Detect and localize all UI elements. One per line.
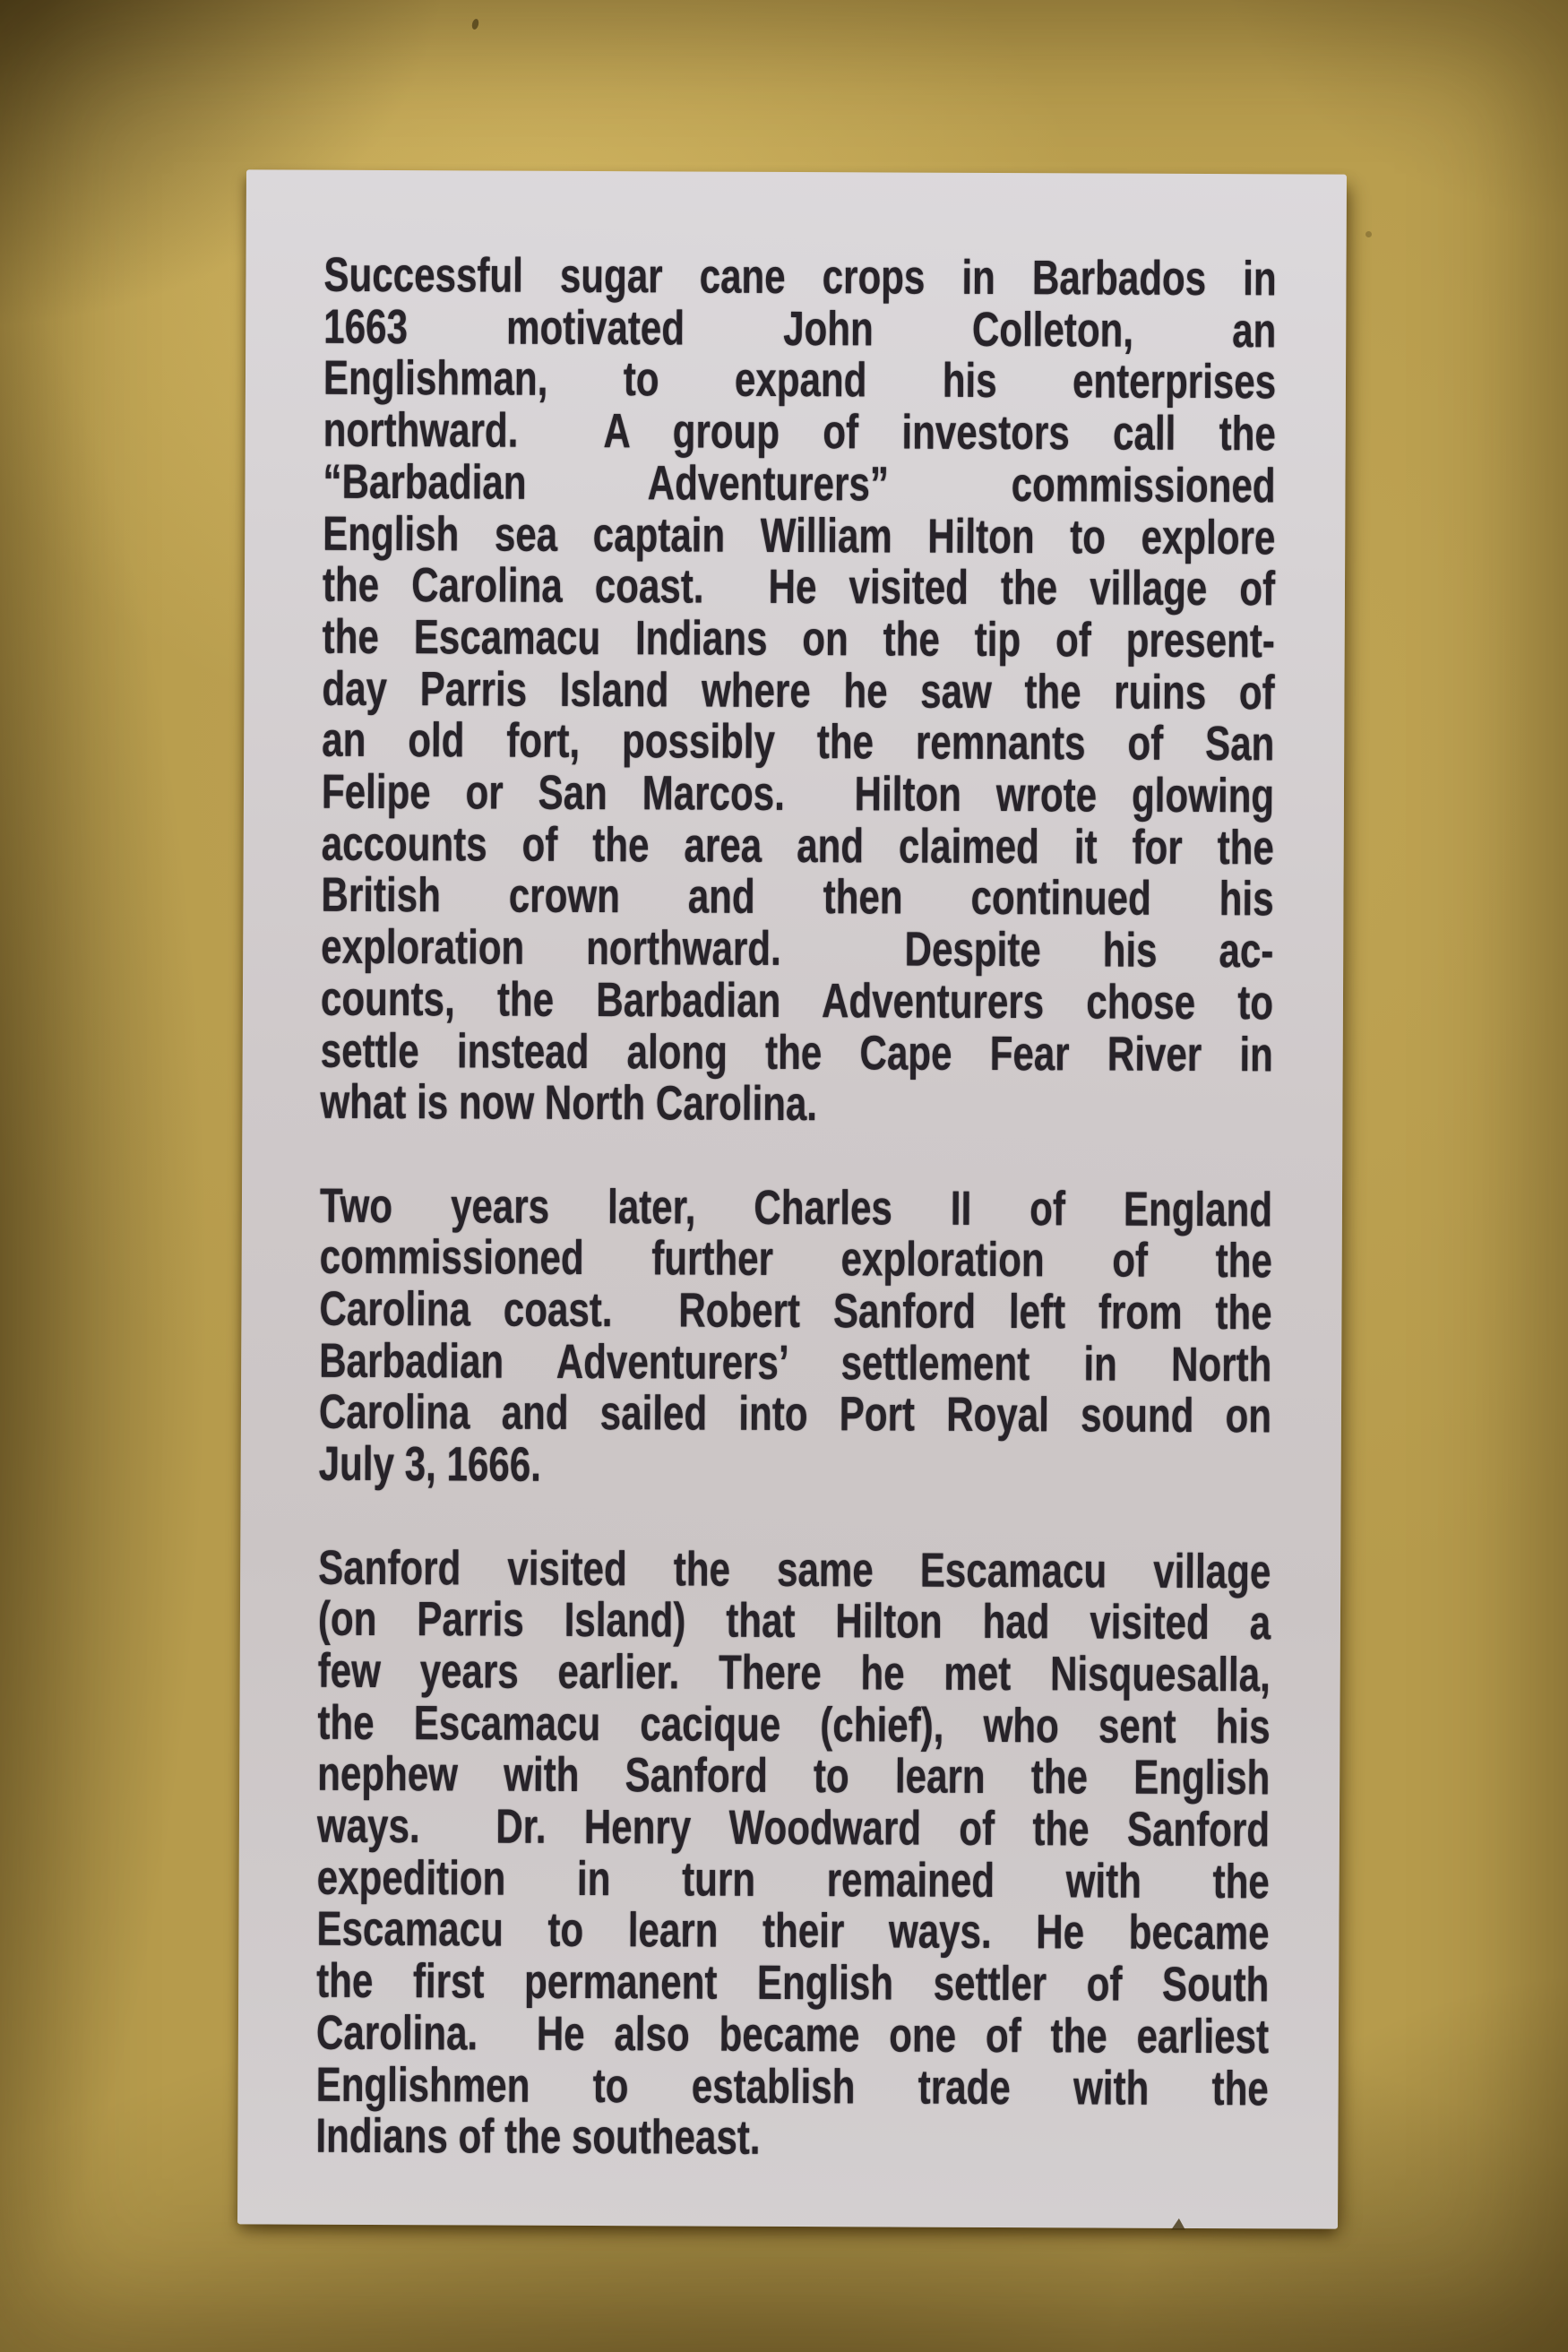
text-line: what is now North Carolina. [320,1074,818,1132]
wall-speck [1366,231,1372,237]
text-line: Sanford visited the same Escamacu village [318,1540,1271,1598]
text-line: Successful sugar cane crops in Barbados in [323,247,1277,306]
text-line: Felipe or San Marcos. Hilton wrote glowing [321,764,1275,823]
text-line: counts, the Barbadian Adventurers chose to [320,971,1274,1030]
text-line: the Escamacu Indians on the tip of present- [322,609,1275,668]
text-line: ways. Dr. Henry Woodward of the Sanford [316,1798,1271,1857]
text-line: Englishmen to establish trade with the [315,2057,1269,2115]
text-line: expedition in turn remained with the [316,1850,1270,1909]
text-line: commissioned further exploration of the [319,1230,1272,1288]
text-line: exploration northward. Despite his ac- [321,919,1274,978]
text-line: day Parris Island where he saw the ruins of [322,661,1275,719]
text-line: few years earlier. There he met Nisquesalla, [317,1643,1271,1702]
paragraph [320,247,1346,1133]
placard-edge-notch [1171,2218,1185,2230]
text-line: 1663 motivated John Colleton, an [323,299,1277,358]
text-line: nephew with Sanford to learn the English [317,1747,1271,1805]
text-line: British crown and then continued his [321,868,1274,926]
paragraph [315,1542,1340,2167]
text-line: Two years later, Charles II of England [319,1178,1273,1236]
text-line: Indians of the southeast. [315,2108,761,2166]
text-line: northward. A group of investors call the [323,402,1277,461]
text-line: settle instead along the Cape Fear River in [320,1023,1273,1081]
text-line: an old fort, possibly the remnants of San [322,713,1275,771]
text-line: July 3, 1666. [318,1436,542,1492]
wall-speck [471,18,480,30]
text-line: “Barbadian Adventurers” commissioned [323,454,1276,513]
text-line: Carolina and sailed into Port Royal sound on [318,1385,1272,1443]
text-line: the Carolina coast. He visited the village of [322,557,1276,616]
text-line: the Escamacu cacique (chief), who sent his [317,1695,1271,1753]
paragraph [319,1180,1342,1495]
text-line: accounts of the area and claimed it for the [321,816,1274,875]
text-line: Escamacu to learn their ways. He became [316,1902,1270,1960]
text-line: (on Parris Island) that Hilton had visited a [317,1591,1271,1650]
text-line: English sea captain William Hilton to explore [323,506,1276,564]
text-line: the first permanent English settler of South [316,1953,1270,2012]
text-line: Englishman, to expand his enterprises [323,351,1277,409]
placard [237,169,1347,2228]
placard-text [315,247,1346,2167]
text-line: Carolina. He also became one of the earliest [315,2005,1270,2064]
text-line: Carolina coast. Robert Sanford left from the [319,1281,1272,1340]
text-line: Barbadian Adventurers’ settlement in North [319,1333,1272,1392]
